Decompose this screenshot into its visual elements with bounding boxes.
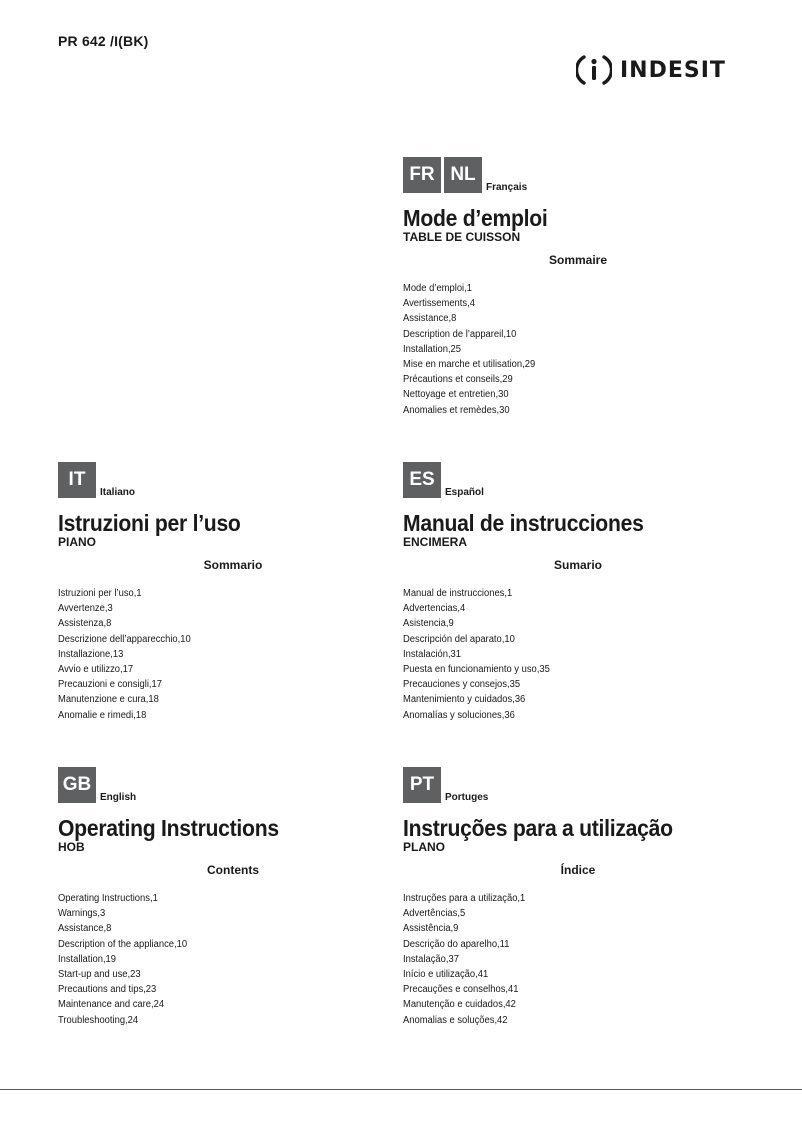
toc-item: Installation,19 xyxy=(58,953,117,965)
toc-item: Asistencia,9 xyxy=(403,618,454,630)
toc-item: Avvio e utilizzo,17 xyxy=(58,664,134,676)
toc-item: Mode d’emploi,1 xyxy=(403,283,472,294)
manual-title: Instruções para a utilização xyxy=(403,815,673,841)
indesit-info-icon xyxy=(576,52,612,88)
section-italian xyxy=(58,458,398,723)
toc-item: Manutenção e cuidados,42 xyxy=(403,999,516,1011)
toc-item: Anomalias e soluções,42 xyxy=(403,1014,508,1026)
toc-title: Contents xyxy=(207,863,259,877)
toc-title: Sommario xyxy=(203,558,263,572)
toc-item: Start-up and use,23 xyxy=(58,969,141,981)
language-label: English xyxy=(100,792,137,803)
toc-item: Warnings,3 xyxy=(58,908,106,920)
section-portuguese xyxy=(403,763,743,1028)
toc-item: Installation,25 xyxy=(403,343,462,355)
toc-item: Operating Instructions,1 xyxy=(58,893,158,904)
toc-item: Istruzioni per l’uso,1 xyxy=(58,588,142,599)
language-badge: FR xyxy=(403,157,441,193)
toc-item: Manutenzione e cura,18 xyxy=(58,694,159,706)
toc-item: Descrição do aparelho,11 xyxy=(403,938,510,950)
toc-list xyxy=(58,891,398,1028)
language-badge: ES xyxy=(403,462,441,498)
language-badge: NL xyxy=(444,157,482,193)
language-label: Español xyxy=(445,487,484,498)
toc-item: Manual de instrucciones,1 xyxy=(403,588,513,599)
toc-item: Instruções para a utilização,1 xyxy=(403,893,526,904)
toc-item: Description of the appliance,10 xyxy=(58,938,188,950)
manual-title: Mode d’emploi xyxy=(403,205,548,231)
toc-item: Maintenance and care,24 xyxy=(58,999,165,1011)
manual-subtitle: TABLE DE CUISSON xyxy=(403,230,521,244)
toc-item: Assistance,8 xyxy=(58,923,112,935)
toc-item: Precauciones y consejos,35 xyxy=(403,679,521,691)
model-number: PR 642 /I(BK) xyxy=(58,33,149,49)
toc-item: Precauções e conselhos,41 xyxy=(403,984,519,996)
toc-title: Sommaire xyxy=(548,253,608,267)
language-badge: GB xyxy=(58,767,96,803)
toc-item: Assistenza,8 xyxy=(58,618,112,630)
manual-subtitle: PLANO xyxy=(403,840,445,854)
manual-title: Istruzioni per l’uso xyxy=(58,510,241,536)
toc-item: Assistance,8 xyxy=(403,313,457,325)
toc-item: Precautions and tips,23 xyxy=(58,984,157,996)
toc-item: Puesta en funcionamiento y uso,35 xyxy=(403,664,550,676)
toc-item: Descripción del aparato,10 xyxy=(403,633,515,645)
toc-item: Assistência,9 xyxy=(403,923,459,935)
toc-item: Avertissements,4 xyxy=(403,298,475,310)
manual-subtitle: ENCIMERA xyxy=(403,535,468,549)
manual-title: Operating Instructions xyxy=(58,815,279,841)
section-french xyxy=(403,153,743,418)
toc-item: Instalación,31 xyxy=(403,648,462,660)
toc-item: Mantenimiento y cuidados,36 xyxy=(403,694,526,706)
language-badge: PT xyxy=(403,767,441,803)
toc-item: Troubleshooting,24 xyxy=(58,1014,139,1026)
language-badge: IT xyxy=(58,462,96,498)
bottom-divider xyxy=(0,1089,802,1090)
language-label: Français xyxy=(486,182,528,193)
toc-item: Anomalies et remèdes,30 xyxy=(403,404,510,416)
toc-item: Avvertenze,3 xyxy=(58,603,113,615)
toc-list xyxy=(58,586,398,723)
toc-item: Advertências,5 xyxy=(403,908,466,920)
toc-list xyxy=(403,586,743,723)
manual-subtitle: PIANO xyxy=(58,535,97,549)
toc-list xyxy=(403,891,743,1028)
toc-title: Índice xyxy=(560,863,596,877)
toc-item: Anomalie e rimedi,18 xyxy=(58,709,147,721)
toc-item: Description de l’appareil,10 xyxy=(403,328,517,340)
toc-list xyxy=(403,281,743,418)
language-label: Portuges xyxy=(445,792,489,803)
toc-item: Mise en marche et utilisation,29 xyxy=(403,359,536,371)
language-label: Italiano xyxy=(100,487,136,498)
toc-item: Instalação,37 xyxy=(403,953,459,965)
toc-item: Nettoyage et entretien,30 xyxy=(403,389,509,401)
toc-item: Início e utilização,41 xyxy=(403,969,489,981)
toc-item: Descrizione dell’apparecchio,10 xyxy=(58,633,191,645)
toc-item: Anomalías y soluciones,36 xyxy=(403,709,515,721)
manual-subtitle: HOB xyxy=(58,840,85,854)
brand-logo xyxy=(576,50,736,90)
toc-item: Installazione,13 xyxy=(58,648,124,660)
section-spanish xyxy=(403,458,743,723)
toc-item: Advertencias,4 xyxy=(403,603,466,615)
manual-title: Manual de instrucciones xyxy=(403,510,644,536)
toc-item: Precauzioni e consigli,17 xyxy=(58,679,162,691)
toc-item: Précautions et conseils,29 xyxy=(403,374,513,386)
toc-title: Sumario xyxy=(553,558,602,572)
brand-name: INDESIT xyxy=(620,57,726,83)
section-english xyxy=(58,763,398,1028)
